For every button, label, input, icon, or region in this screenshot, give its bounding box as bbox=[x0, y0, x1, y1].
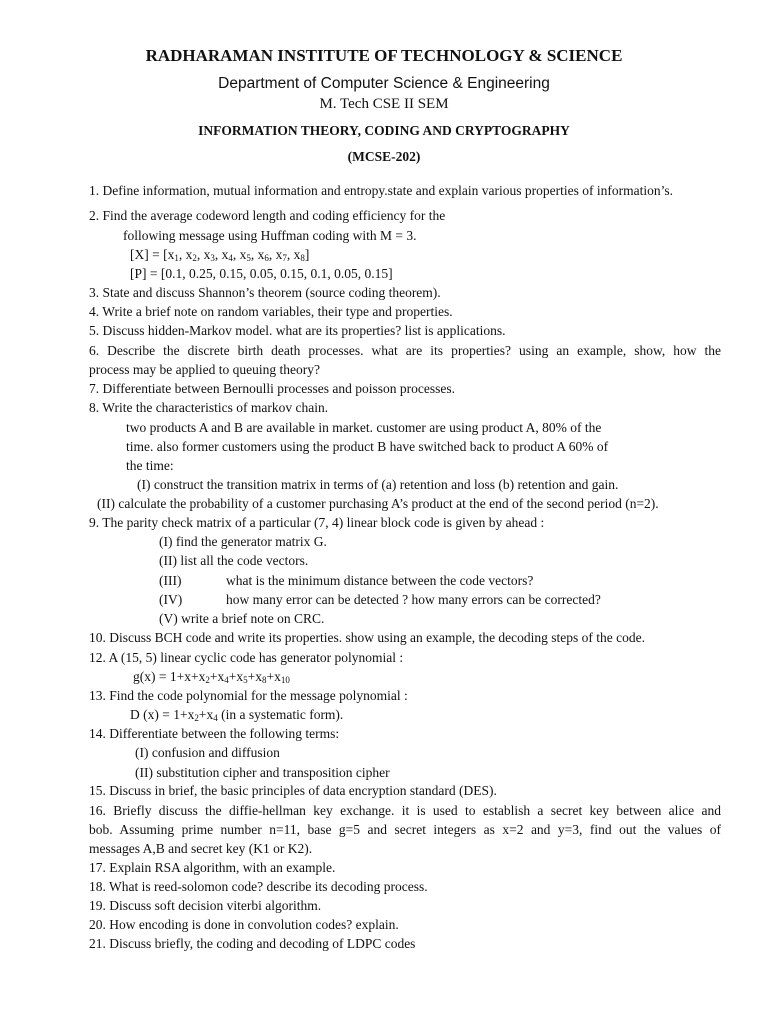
question-19: 19. Discuss soft decision viterbi algorithm. bbox=[89, 898, 322, 913]
question-9-part-3-number: (III) bbox=[159, 573, 182, 588]
question-18: 18. What is reed-solomon code? describe its decoding process. bbox=[89, 879, 428, 894]
semester-label: M. Tech CSE II SEM bbox=[319, 96, 449, 112]
question-4: 4. Write a brief note on random variables, their type and properties. bbox=[89, 304, 453, 319]
question-12: 12. A (15, 5) linear cyclic code has generator polynomial : bbox=[89, 650, 404, 665]
question-16-line-3: messages A,B and secret key (K1 or K2). bbox=[89, 841, 313, 856]
question-2: 2. Find the average codeword length and coding efficiency for the bbox=[89, 208, 446, 223]
question-14-part-1: (I) confusion and diffusion bbox=[135, 745, 280, 760]
question-8-line-4: the time: bbox=[126, 458, 174, 473]
question-21: 21. Discuss briefly, the coding and decoding of LDPC codes bbox=[89, 936, 416, 951]
subject-code: (MCSE-202) bbox=[347, 149, 421, 164]
question-9-part-4-number: (IV) bbox=[159, 592, 183, 607]
question-9: 9. The parity check matrix of a particular (7, 4) linear block code is given by ahead : bbox=[89, 515, 545, 530]
question-14: 14. Differentiate between the following terms: bbox=[89, 726, 340, 741]
question-2-p-vector: [P] = [0.1, 0.25, 0.15, 0.05, 0.15, 0.1, 0.05, 0.15] bbox=[130, 266, 393, 281]
question-7: 7. Differentiate between Bernoulli processes and poisson processes. bbox=[89, 381, 456, 396]
question-9-part-4: how many error can be detected ? how many errors can be corrected? bbox=[226, 592, 601, 607]
question-8-line-3: time. also former customers using the product B have switched back to product A 60% of bbox=[126, 439, 609, 454]
question-5: 5. Discuss hidden-Markov model. what are its properties? list is applications. bbox=[89, 323, 506, 338]
question-16: 16. Briefly discuss the diffie-hellman key exchange. it is used to establish a secret key between alice and bbox=[89, 803, 721, 818]
subject-title: INFORMATION THEORY, CODING AND CRYPTOGRAPHY bbox=[198, 123, 570, 138]
question-6: 6. Describe the discrete birth death processes. what are its properties? using an example, show, how the bbox=[89, 343, 721, 358]
question-10: 10. Discuss BCH code and write its properties. show using an example, the decoding steps of the code. bbox=[89, 630, 646, 645]
question-8-part-1: (I) construct the transition matrix in terms of (a) retention and loss (b) retention and gain. bbox=[137, 477, 619, 492]
question-15: 15. Discuss in brief, the basic principles of data encryption standard (DES). bbox=[89, 783, 497, 798]
question-13: 13. Find the code polynomial for the message polynomial : bbox=[89, 688, 408, 703]
question-9-part-2: (II) list all the code vectors. bbox=[159, 553, 309, 568]
question-9-part-1: (I) find the generator matrix G. bbox=[159, 534, 327, 549]
question-8-line-2: two products A and B are available in market. customer are using product A, 80% of the bbox=[126, 420, 602, 435]
question-1: 1. Define information, mutual information and entropy.state and explain various properties of information’s. bbox=[89, 183, 673, 198]
question-8-part-2: (II) calculate the probability of a customer purchasing A’s product at the end of the second period (n=2). bbox=[97, 496, 659, 511]
institute-title: RADHARAMAN INSTITUTE OF TECHNOLOGY & SCIENCE bbox=[145, 46, 623, 65]
question-9-part-3: what is the minimum distance between the code vectors? bbox=[226, 573, 534, 588]
question-16-line-2: bob. Assuming prime number n=11, base g=5 and secret integers as x=2 and y=3, find out the values of bbox=[89, 822, 721, 837]
question-14-part-2: (II) substitution cipher and transposition cipher bbox=[135, 765, 390, 780]
question-2-x-vector: $[X] = [x_1$, $x_2$, $x_3$, $x_4$, $x_5$, $x_6$, $x_7$, $x_8$] bbox=[130, 247, 310, 263]
question-2-line-2: following message using Huffman coding with M = 3. bbox=[123, 228, 417, 243]
question-9-part-5: (V) write a brief note on CRC. bbox=[159, 611, 325, 626]
question-17: 17. Explain RSA algorithm, with an example. bbox=[89, 860, 336, 875]
question-20: 20. How encoding is done in convolution codes? explain. bbox=[89, 917, 399, 932]
question-3: 3. State and discuss Shannon’s theorem (source coding theorem). bbox=[89, 285, 441, 300]
question-6-line-2: process may be applied to queuing theory? bbox=[89, 362, 320, 377]
question-13-polynomial: D $(x) = 1+x_2+x_4$ (in a systematic form). bbox=[130, 707, 344, 723]
department-name: Department of Computer Science & Engineering bbox=[218, 75, 550, 92]
question-12-polynomial: $g(x) = 1+x+x_2+x_4+x_5+x_8+x_{10}$ bbox=[133, 669, 290, 685]
question-8: 8. Write the characteristics of markov chain. bbox=[89, 400, 329, 415]
